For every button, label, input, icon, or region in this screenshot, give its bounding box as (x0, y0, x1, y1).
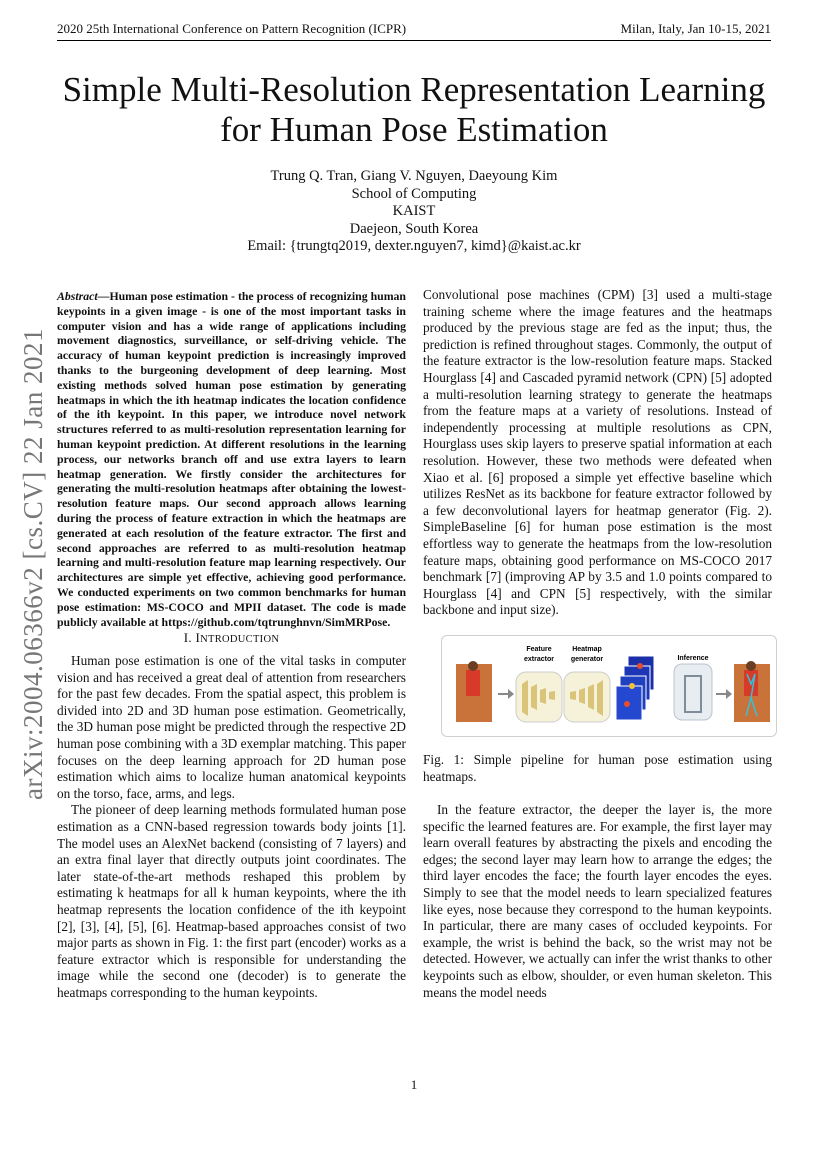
runner-head (468, 661, 478, 671)
affiliation-school: School of Computing (351, 185, 477, 202)
title-line-2: for Human Pose Estimation (220, 110, 608, 149)
figure-1-pipeline (441, 635, 777, 737)
arxiv-side-stamp: arXiv:2004.06366v2 [cs.CV] 22 Jan 2021 (18, 328, 48, 800)
running-header (57, 18, 771, 41)
generator-layer-2 (579, 688, 585, 704)
affiliation-institution: KAIST (392, 203, 436, 219)
abstract-lead: Abstract (57, 289, 98, 303)
extractor-layer-1 (522, 680, 528, 716)
pipeline-diagram (442, 636, 776, 736)
author-names: Trung Q. Tran, Giang V. Nguyen, Daeyoung Kim (270, 168, 558, 184)
heatmap-label-line-1: Heatmap (572, 646, 602, 653)
right-column-top (423, 287, 772, 619)
extractor-layer-2 (531, 684, 537, 710)
feature-label-line-1: Feature (526, 646, 552, 653)
generator-layer-1 (570, 691, 576, 700)
runner-torso (466, 670, 480, 696)
generator-layer-3 (588, 684, 594, 710)
arrow-2-icon (716, 689, 732, 699)
extractor-layer-3 (540, 688, 546, 704)
page-number: 1 (410, 1077, 418, 1092)
intro-paragraph-2: The pioneer of deep learning methods formulated human pose estimation as a CNN-based regression towards body joints [1]. The model uses an AlexNet backend (consisting of 7 layers) and an extra final layer that directly outputs joint coordinates. The later state-of-the-art methods reshaped this problem by estimating k heatmaps for all k human keypoints, where the ith heatmap represents the location confidence of the ith keypoint [2], [3], [4], [5], [6]. Heatmap-based approaches consist of two major parts as shown in Fig. 1: the first part (encoder) works as a feature extractor which is responsible for understanding the image while the second one (decoder) is to generate the heatmaps corresponding to the human keypoints. (57, 802, 406, 1000)
abstract (57, 289, 406, 629)
author-emails: Email: {trungtq2019, dexter.nguyen7, kimd}@kaist.ac.kr (247, 238, 581, 254)
heatmap-label-line-2: generator (570, 656, 604, 663)
introduction-body (57, 653, 406, 1001)
conference-location-date: Milan, Italy, Jan 10-15, 2021 (620, 21, 771, 36)
right-column-bottom (423, 802, 772, 1001)
heatmap-blob-1 (637, 663, 643, 669)
extractor-layer-4 (549, 691, 555, 700)
generator-layer-4 (597, 680, 603, 716)
affiliation-location: Daejeon, South Korea (349, 220, 479, 237)
arrow-1-icon (498, 689, 514, 699)
conference-name: 2020 25th International Conference on Pattern Recognition (ICPR) (57, 21, 407, 36)
heatmap-stack (616, 656, 654, 720)
heatmap-blob-2 (629, 683, 635, 689)
paper-title (40, 70, 788, 150)
inference-label: Inference (677, 655, 709, 662)
feature-extractor-paragraph: In the feature extractor, the deeper the layer is, the more specific the learned features are. For example, the first layer may learn overall features by abstracting the pixels and encoding the edges; the second layer may learn how to arrange the edges; the third layer encodes the face; the fourth layer encodes the eyes. Simply to see that the model needs to learn specialized features like eyes, nose because they correspond to the human keypoints. In particular, there are many cases of occluded keypoints. For example, the wrist is behind the back, so the wrist may not be detected. However, we actually can infer the wrist thanks to other keypoints such as elbow, shoulder, or even human skeleton. This means the model needs (423, 802, 772, 1000)
section-heading-introduction: I. INTRODUCTION (183, 630, 280, 645)
cpm-paragraph: Convolutional pose machines (CPM) [3] used a multi-stage training scheme where the image features and the heatmaps produced by the previous stage are fed as the input; thus, the prediction is refined throughout stages. Commonly, the output of the feature extractor is the low-resolution feature maps. Stacked Hourglass [4] and Cascaded pyramid network (CPN) [5] adopted a multi-resolution learning strategy to generate the heatmaps from the feature maps at a variety of resolutions. Instead of independently processing at multiple resolutions as CPN, Hourglass uses skip layers to preserve spatial information at each resolution. However, these two methods were defeated when Xiao et al. [6] proposed a simple yet effective baseline which utilizes ResNet as its backbone for feature extractor followed by a few deconvolutional layers for heatmap generator (Fig. 2). SimpleBaseline [6] for human pose estimation is the most effortless way to generate the heatmaps from the low-resolution feature maps, obtaining good performance on MS-COCO 2017 benchmark [7] (improving AP by 3.5 and 1.0 points compared to Hourglass [4] and CPN [5] respectively, with the similar backbone and input size). (423, 287, 772, 618)
heatmap-blob-3 (624, 701, 630, 707)
feature-label-line-2: extractor (524, 656, 554, 663)
figure-1-caption: Fig. 1: Simple pipeline for human pose estimation using heatmaps. (423, 752, 772, 784)
abstract-text: —Human pose estimation - the process of recognizing human keypoints in a given image - is one of the most important tasks in computer vision and has a wide range of applications including movement diagnostics, surveillance, or self-driving vehicle. The accuracy of human keypoint prediction is increasingly improved thanks to the burgeoning development of deep learning. Most existing methods solved human pose estimation by generating heatmaps in which the ith heatmap indicates the location confidence of the ith keypoint. In this paper, we introduce novel network structures referred to as multi-resolution representation learning for human keypoint prediction. At different resolutions in the learning process, our networks branch off and use extra layers to learn heatmap generation. We firstly consider the architectures for generating the multi-resolution heatmaps after obtaining the lowest-resolution feature maps. Our second approach allows learning during the process of feature extraction in which the heatmaps are generated at each resolution of the feature extractor. The first and second approaches are referred to as multi-resolution heatmap learning and multi-resolution feature map learning respectively. Our architectures are simple yet effective, achieving good performance. We conducted experiments on two common benchmarks for human pose estimation: MS-COCO and MPII dataset. The code is made publicly available at https://github.com/tqtrunghnvn/SimMRPose. (57, 289, 406, 629)
author-block (0, 168, 828, 256)
title-line-1: Simple Multi-Resolution Representation Learning (62, 70, 766, 109)
intro-paragraph-1: Human pose estimation is one of the vital tasks in computer vision and has received a great deal of attention from researchers for the past few decades. From the spatial aspect, this problem is divided into 2D and 3D human pose estimation. Geometrically, the 3D human pose might be predicted through the respective 2D human pose combining with a 3D exemplar matching. This paper focuses on the deep learning approach for 2D human pose estimation which aims to localize human anatomical keypoints on the torso, face, arms, and legs. (57, 653, 406, 801)
output-runner-head (746, 661, 756, 671)
